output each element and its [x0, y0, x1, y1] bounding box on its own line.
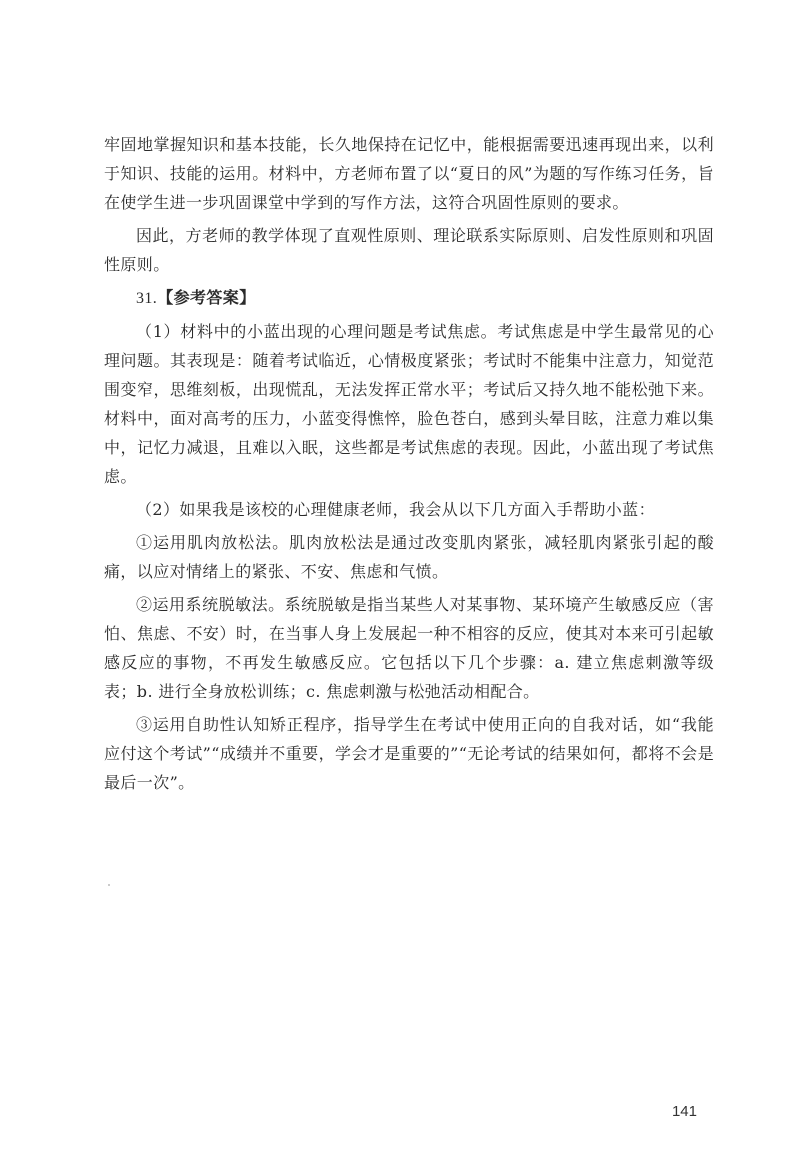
answer-part-2-intro: （2）如果我是该校的心理健康老师，我会从以下几方面入手帮助小蓝：: [136, 500, 655, 519]
paragraph-consolidation-principle: 牢固地掌握知识和基本技能，长久地保持在记忆中，能根据需要迅速再现出来，以利于知识、技能的运用。材料中，方老师布置了以“夏日的风”为题的写作练习任务，旨在使学生进一步巩固课堂中学到的写作方法，这符合巩固性原则的要求。: [104, 135, 714, 212]
answer-method-1: ①运用肌肉放松法。肌肉放松法是通过改变肌肉紧张，减轻肌肉紧张引起的酸痛，以应对情绪上的紧张、不安、焦虑和气愤。: [104, 533, 714, 581]
body-text: [104, 130, 714, 801]
question-heading: [104, 283, 714, 313]
question-number: 31.: [136, 290, 158, 307]
answer-part-1: （1）材料中的小蓝出现的心理问题是考试焦虑。考试焦虑是中学生最常见的心理问题。其表现是：随着考试临近，心情极度紧张；考试时不能集中注意力，知觉范围变窄，思维刻板，出现慌乱，无法发挥正常水平；考试后又持久地不能松弛下来。材料中，面对高考的压力，小蓝变得憔悴，脸色苍白，感到头晕目眩，注意力难以集中，记忆力减退，且难以入眠，这些都是考试焦虑的表现。因此，小蓝出现了考试焦虑。: [104, 322, 714, 486]
scan-speck: [108, 884, 110, 886]
paragraph-conclusion: 因此，方老师的教学体现了直观性原则、理论联系实际原则、启发性原则和巩固性原则。: [104, 226, 714, 274]
answer-method-2: ②运用系统脱敏法。系统脱敏是指当某些人对某事物、某环境产生敏感反应（害怕、焦虑、不安）时，在当事人身上发展起一种不相容的反应，使其对本来可引起敏感反应的事物，不再发生敏感反应。它包括以下几个步骤：a. 建立焦虑刺激等级表；b. 进行全身放松训练；c. 焦虑刺激与松弛活动相配合。: [104, 595, 714, 701]
answer-label: 【参考答案】: [157, 288, 256, 307]
page-number: 141: [671, 1103, 697, 1120]
answer-method-3: ③运用自助性认知矫正程序，指导学生在考试中使用正向的自我对话，如“我能应付这个考试”“成绩并不重要，学会才是重要的”“无论考试的结果如何，都将不会是最后一次”。: [104, 715, 714, 792]
